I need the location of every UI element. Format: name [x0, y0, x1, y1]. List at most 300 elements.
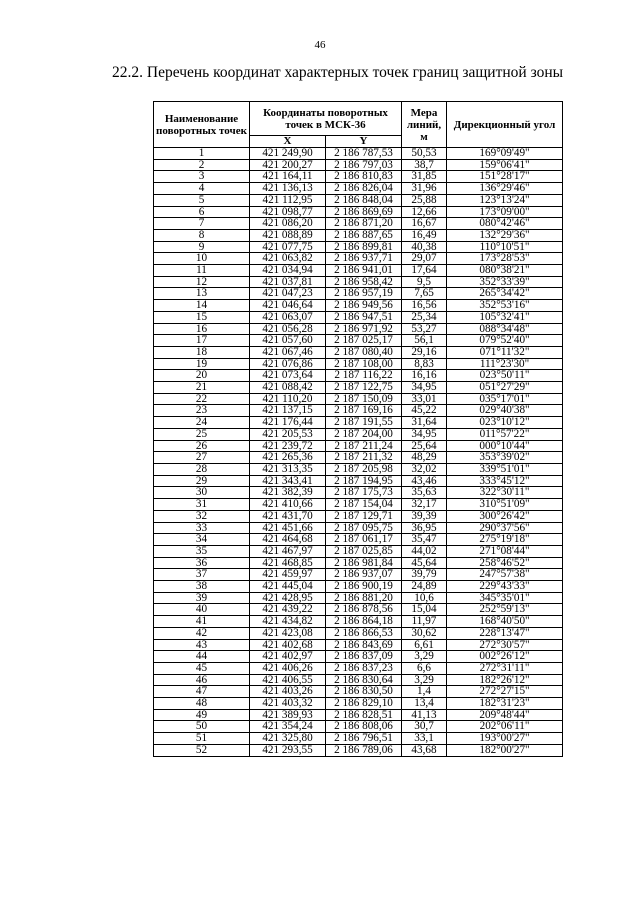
point-number-cell: 32: [154, 510, 250, 522]
y-coordinate-cell: 2 186 937,71: [326, 253, 402, 265]
table-row: [154, 346, 563, 358]
x-coordinate-cell: 421 057,60: [250, 335, 326, 347]
line-length-cell: 33,01: [402, 393, 447, 405]
table-row: [154, 744, 563, 756]
direction-angle-cell: 088°34'48": [447, 323, 563, 335]
line-length-cell: 16,56: [402, 300, 447, 312]
line-length-cell: 45,22: [402, 405, 447, 417]
y-coordinate-cell: 2 186 808,06: [326, 721, 402, 733]
line-length-cell: 7,65: [402, 288, 447, 300]
direction-angle-cell: 265°34'42": [447, 288, 563, 300]
x-coordinate-cell: 421 067,46: [250, 346, 326, 358]
direction-angle-cell: 271°08'44": [447, 545, 563, 557]
y-coordinate-cell: 2 186 837,09: [326, 651, 402, 663]
x-coordinate-cell: 421 088,42: [250, 382, 326, 394]
table-row: [154, 604, 563, 616]
x-coordinate-cell: 421 464,68: [250, 534, 326, 546]
point-number-cell: 15: [154, 311, 250, 323]
direction-angle-cell: 272°31'11": [447, 662, 563, 674]
point-number-cell: 36: [154, 557, 250, 569]
line-length-cell: 41,13: [402, 709, 447, 721]
point-number-cell: 26: [154, 440, 250, 452]
y-coordinate-cell: 2 187 154,04: [326, 499, 402, 511]
table-row: [154, 452, 563, 464]
y-coordinate-cell: 2 186 981,84: [326, 557, 402, 569]
line-length-cell: 48,29: [402, 452, 447, 464]
line-length-cell: 25,34: [402, 311, 447, 323]
table-row: [154, 686, 563, 698]
direction-angle-cell: 275°19'18": [447, 534, 563, 546]
y-coordinate-cell: 2 186 899,81: [326, 241, 402, 253]
y-coordinate-cell: 2 186 789,06: [326, 744, 402, 756]
table-row: [154, 627, 563, 639]
point-number-cell: 41: [154, 616, 250, 628]
x-coordinate-cell: 421 205,53: [250, 428, 326, 440]
point-number-cell: 21: [154, 382, 250, 394]
direction-angle-cell: 353°39'02": [447, 452, 563, 464]
line-length-cell: 9,5: [402, 276, 447, 288]
point-number-cell: 47: [154, 686, 250, 698]
y-coordinate-cell: 2 187 211,24: [326, 440, 402, 452]
direction-angle-cell: 110°10'51": [447, 241, 563, 253]
point-number-cell: 5: [154, 194, 250, 206]
header-point-name: Наименование поворотных точек: [154, 102, 250, 148]
point-number-cell: 52: [154, 744, 250, 756]
table-row: [154, 288, 563, 300]
y-coordinate-cell: 2 187 169,16: [326, 405, 402, 417]
table-row: [154, 405, 563, 417]
x-coordinate-cell: 421 056,28: [250, 323, 326, 335]
line-length-cell: 44,02: [402, 545, 447, 557]
table-row: [154, 428, 563, 440]
direction-angle-cell: 272°27'15": [447, 686, 563, 698]
table-row: [154, 709, 563, 721]
x-coordinate-cell: 421 406,55: [250, 674, 326, 686]
x-coordinate-cell: 421 445,04: [250, 581, 326, 593]
table-row: [154, 698, 563, 710]
table-row: [154, 382, 563, 394]
line-length-cell: 3,29: [402, 651, 447, 663]
line-length-cell: 40,38: [402, 241, 447, 253]
point-number-cell: 10: [154, 253, 250, 265]
y-coordinate-cell: 2 186 869,69: [326, 206, 402, 218]
line-length-cell: 31,64: [402, 417, 447, 429]
line-length-cell: 12,66: [402, 206, 447, 218]
line-length-cell: 13,4: [402, 698, 447, 710]
line-length-cell: 30,62: [402, 627, 447, 639]
point-number-cell: 17: [154, 335, 250, 347]
point-number-cell: 34: [154, 534, 250, 546]
header-direction-angle: Дирекционный угол: [447, 102, 563, 148]
table-row: [154, 674, 563, 686]
x-coordinate-cell: 421 112,95: [250, 194, 326, 206]
table-row: [154, 569, 563, 581]
x-coordinate-cell: 421 076,86: [250, 358, 326, 370]
y-coordinate-cell: 2 187 211,32: [326, 452, 402, 464]
direction-angle-cell: 228°13'47": [447, 627, 563, 639]
point-number-cell: 23: [154, 405, 250, 417]
y-coordinate-cell: 2 186 957,19: [326, 288, 402, 300]
point-number-cell: 33: [154, 522, 250, 534]
line-length-cell: 30,7: [402, 721, 447, 733]
line-length-cell: 8,83: [402, 358, 447, 370]
point-number-cell: 16: [154, 323, 250, 335]
x-coordinate-cell: 421 325,80: [250, 733, 326, 745]
x-coordinate-cell: 421 098,77: [250, 206, 326, 218]
direction-angle-cell: 182°00'27": [447, 744, 563, 756]
line-length-cell: 11,97: [402, 616, 447, 628]
y-coordinate-cell: 2 187 204,00: [326, 428, 402, 440]
table-row: [154, 148, 563, 160]
y-coordinate-cell: 2 187 025,85: [326, 545, 402, 557]
x-coordinate-cell: 421 406,26: [250, 662, 326, 674]
x-coordinate-cell: 421 402,97: [250, 651, 326, 663]
y-coordinate-cell: 2 187 025,17: [326, 335, 402, 347]
y-coordinate-cell: 2 187 108,00: [326, 358, 402, 370]
point-number-cell: 12: [154, 276, 250, 288]
table-row: [154, 253, 563, 265]
table-row: [154, 300, 563, 312]
line-length-cell: 34,95: [402, 428, 447, 440]
line-length-cell: 15,04: [402, 604, 447, 616]
point-number-cell: 30: [154, 487, 250, 499]
x-coordinate-cell: 421 110,20: [250, 393, 326, 405]
x-coordinate-cell: 421 088,89: [250, 229, 326, 241]
x-coordinate-cell: 421 077,75: [250, 241, 326, 253]
direction-angle-cell: 209°48'44": [447, 709, 563, 721]
table-row: [154, 487, 563, 499]
direction-angle-cell: 339°51'01": [447, 463, 563, 475]
point-number-cell: 22: [154, 393, 250, 405]
line-length-cell: 33,1: [402, 733, 447, 745]
y-coordinate-cell: 2 187 080,40: [326, 346, 402, 358]
y-coordinate-cell: 2 187 122,75: [326, 382, 402, 394]
y-coordinate-cell: 2 187 150,09: [326, 393, 402, 405]
page-number: 46: [314, 39, 326, 51]
line-length-cell: 50,53: [402, 148, 447, 160]
x-coordinate-cell: 421 431,70: [250, 510, 326, 522]
direction-angle-cell: 247°57'38": [447, 569, 563, 581]
point-number-cell: 39: [154, 592, 250, 604]
direction-angle-cell: 051°27'29": [447, 382, 563, 394]
line-length-cell: 6,6: [402, 662, 447, 674]
y-coordinate-cell: 2 186 830,50: [326, 686, 402, 698]
table-row: [154, 370, 563, 382]
line-length-cell: 16,67: [402, 218, 447, 230]
section-title: 22.2. Перечень координат характерных точек границ защитной зоны: [112, 64, 564, 81]
direction-angle-cell: 169°09'49": [447, 148, 563, 160]
x-coordinate-cell: 421 434,82: [250, 616, 326, 628]
table-row: [154, 557, 563, 569]
x-coordinate-cell: 421 086,20: [250, 218, 326, 230]
x-coordinate-cell: 421 293,55: [250, 744, 326, 756]
line-length-cell: 10,6: [402, 592, 447, 604]
y-coordinate-cell: 2 186 878,56: [326, 604, 402, 616]
table-row: [154, 592, 563, 604]
direction-angle-cell: 111°23'30": [447, 358, 563, 370]
line-length-cell: 29,07: [402, 253, 447, 265]
y-coordinate-cell: 2 187 129,71: [326, 510, 402, 522]
table-row: [154, 534, 563, 546]
line-length-cell: 39,39: [402, 510, 447, 522]
direction-angle-cell: 182°26'12": [447, 674, 563, 686]
direction-angle-cell: 123°13'24": [447, 194, 563, 206]
line-length-cell: 29,16: [402, 346, 447, 358]
x-coordinate-cell: 421 073,64: [250, 370, 326, 382]
point-number-cell: 18: [154, 346, 250, 358]
direction-angle-cell: 079°52'40": [447, 335, 563, 347]
table-row: [154, 241, 563, 253]
y-coordinate-cell: 2 187 205,98: [326, 463, 402, 475]
line-length-cell: 39,79: [402, 569, 447, 581]
direction-angle-cell: 193°00'27": [447, 733, 563, 745]
x-coordinate-cell: 421 063,07: [250, 311, 326, 323]
line-length-cell: 24,89: [402, 581, 447, 593]
x-coordinate-cell: 421 382,39: [250, 487, 326, 499]
direction-angle-cell: 151°28'17": [447, 171, 563, 183]
y-coordinate-cell: 2 186 971,92: [326, 323, 402, 335]
line-length-cell: 16,16: [402, 370, 447, 382]
point-number-cell: 14: [154, 300, 250, 312]
line-length-cell: 32,02: [402, 463, 447, 475]
direction-angle-cell: 252°59'13": [447, 604, 563, 616]
line-length-cell: 43,68: [402, 744, 447, 756]
x-coordinate-cell: 421 428,95: [250, 592, 326, 604]
y-coordinate-cell: 2 186 848,04: [326, 194, 402, 206]
x-coordinate-cell: 421 423,08: [250, 627, 326, 639]
y-coordinate-cell: 2 187 191,55: [326, 417, 402, 429]
line-length-cell: 38,7: [402, 159, 447, 171]
direction-angle-cell: 310°51'09": [447, 499, 563, 511]
point-number-cell: 37: [154, 569, 250, 581]
table-row: [154, 323, 563, 335]
header-line-length: Мера линий, м: [402, 102, 447, 148]
direction-angle-cell: 168°40'50": [447, 616, 563, 628]
point-number-cell: 46: [154, 674, 250, 686]
line-length-cell: 45,64: [402, 557, 447, 569]
direction-angle-cell: 011°57'22": [447, 428, 563, 440]
y-coordinate-cell: 2 186 958,42: [326, 276, 402, 288]
y-coordinate-cell: 2 186 887,65: [326, 229, 402, 241]
point-number-cell: 7: [154, 218, 250, 230]
point-number-cell: 27: [154, 452, 250, 464]
x-coordinate-cell: 421 343,41: [250, 475, 326, 487]
point-number-cell: 24: [154, 417, 250, 429]
point-number-cell: 38: [154, 581, 250, 593]
direction-angle-cell: 352°53'16": [447, 300, 563, 312]
table-row: [154, 639, 563, 651]
table-row: [154, 194, 563, 206]
direction-angle-cell: 229°43'33": [447, 581, 563, 593]
point-number-cell: 8: [154, 229, 250, 241]
point-number-cell: 11: [154, 265, 250, 277]
line-length-cell: 34,95: [402, 382, 447, 394]
y-coordinate-cell: 2 187 194,95: [326, 475, 402, 487]
direction-angle-cell: 159°06'41": [447, 159, 563, 171]
y-coordinate-cell: 2 186 796,51: [326, 733, 402, 745]
x-coordinate-cell: 421 403,26: [250, 686, 326, 698]
table-row: [154, 218, 563, 230]
x-coordinate-cell: 421 239,72: [250, 440, 326, 452]
direction-angle-cell: 105°32'41": [447, 311, 563, 323]
line-length-cell: 1,4: [402, 686, 447, 698]
table-row: [154, 510, 563, 522]
header-y: Y: [326, 136, 402, 148]
table-row: [154, 393, 563, 405]
x-coordinate-cell: 421 176,44: [250, 417, 326, 429]
x-coordinate-cell: 421 410,66: [250, 499, 326, 511]
point-number-cell: 35: [154, 545, 250, 557]
point-number-cell: 1: [154, 148, 250, 160]
line-length-cell: 56,1: [402, 335, 447, 347]
y-coordinate-cell: 2 187 175,73: [326, 487, 402, 499]
line-length-cell: 17,64: [402, 265, 447, 277]
point-number-cell: 44: [154, 651, 250, 663]
y-coordinate-cell: 2 186 941,01: [326, 265, 402, 277]
direction-angle-cell: 023°50'11": [447, 370, 563, 382]
y-coordinate-cell: 2 186 900,19: [326, 581, 402, 593]
y-coordinate-cell: 2 186 810,83: [326, 171, 402, 183]
point-number-cell: 49: [154, 709, 250, 721]
y-coordinate-cell: 2 186 937,07: [326, 569, 402, 581]
point-number-cell: 29: [154, 475, 250, 487]
table-row: [154, 335, 563, 347]
direction-angle-cell: 333°45'12": [447, 475, 563, 487]
point-number-cell: 42: [154, 627, 250, 639]
y-coordinate-cell: 2 186 797,03: [326, 159, 402, 171]
direction-angle-cell: 080°42'46": [447, 218, 563, 230]
direction-angle-cell: 352°33'39": [447, 276, 563, 288]
x-coordinate-cell: 421 164,11: [250, 171, 326, 183]
y-coordinate-cell: 2 186 787,53: [326, 148, 402, 160]
table-row: [154, 311, 563, 323]
point-number-cell: 50: [154, 721, 250, 733]
line-length-cell: 16,49: [402, 229, 447, 241]
line-length-cell: 43,46: [402, 475, 447, 487]
line-length-cell: 35,63: [402, 487, 447, 499]
direction-angle-cell: 035°17'01": [447, 393, 563, 405]
direction-angle-cell: 023°10'12": [447, 417, 563, 429]
line-length-cell: 32,17: [402, 499, 447, 511]
line-length-cell: 53,27: [402, 323, 447, 335]
line-length-cell: 3,29: [402, 674, 447, 686]
table-header: [154, 102, 563, 148]
line-length-cell: 25,64: [402, 440, 447, 452]
table-row: [154, 662, 563, 674]
x-coordinate-cell: 421 459,97: [250, 569, 326, 581]
x-coordinate-cell: 421 200,27: [250, 159, 326, 171]
line-length-cell: 25,88: [402, 194, 447, 206]
point-number-cell: 40: [154, 604, 250, 616]
point-number-cell: 48: [154, 698, 250, 710]
point-number-cell: 2: [154, 159, 250, 171]
direction-angle-cell: 002°26'12": [447, 651, 563, 663]
table-row: [154, 276, 563, 288]
direction-angle-cell: 300°26'42": [447, 510, 563, 522]
y-coordinate-cell: 2 186 826,04: [326, 183, 402, 195]
x-coordinate-cell: 421 046,64: [250, 300, 326, 312]
direction-angle-cell: 136°29'46": [447, 183, 563, 195]
table-row: [154, 229, 563, 241]
x-coordinate-cell: 421 313,35: [250, 463, 326, 475]
table-row: [154, 499, 563, 511]
direction-angle-cell: 173°28'53": [447, 253, 563, 265]
x-coordinate-cell: 421 468,85: [250, 557, 326, 569]
point-number-cell: 25: [154, 428, 250, 440]
y-coordinate-cell: 2 187 061,17: [326, 534, 402, 546]
y-coordinate-cell: 2 186 843,69: [326, 639, 402, 651]
table-row: [154, 475, 563, 487]
direction-angle-cell: 290°37'56": [447, 522, 563, 534]
direction-angle-cell: 182°31'23": [447, 698, 563, 710]
line-length-cell: 36,95: [402, 522, 447, 534]
point-number-cell: 31: [154, 499, 250, 511]
y-coordinate-cell: 2 186 947,51: [326, 311, 402, 323]
direction-angle-cell: 173°09'00": [447, 206, 563, 218]
line-length-cell: 31,96: [402, 183, 447, 195]
point-number-cell: 6: [154, 206, 250, 218]
direction-angle-cell: 071°11'32": [447, 346, 563, 358]
y-coordinate-cell: 2 186 829,10: [326, 698, 402, 710]
x-coordinate-cell: 421 403,32: [250, 698, 326, 710]
x-coordinate-cell: 421 249,90: [250, 148, 326, 160]
header-coordinates: Координаты поворотных точек в МСК-36: [250, 102, 402, 136]
y-coordinate-cell: 2 186 864,18: [326, 616, 402, 628]
x-coordinate-cell: 421 265,36: [250, 452, 326, 464]
x-coordinate-cell: 421 047,23: [250, 288, 326, 300]
table-row: [154, 463, 563, 475]
point-number-cell: 19: [154, 358, 250, 370]
direction-angle-cell: 000°10'44": [447, 440, 563, 452]
x-coordinate-cell: 421 037,81: [250, 276, 326, 288]
header-x: X: [250, 136, 326, 148]
direction-angle-cell: 029°40'38": [447, 405, 563, 417]
line-length-cell: 31,85: [402, 171, 447, 183]
line-length-cell: 6,61: [402, 639, 447, 651]
y-coordinate-cell: 2 186 837,23: [326, 662, 402, 674]
x-coordinate-cell: 421 439,22: [250, 604, 326, 616]
table-row: [154, 358, 563, 370]
x-coordinate-cell: 421 354,24: [250, 721, 326, 733]
table-row: [154, 522, 563, 534]
table-row: [154, 733, 563, 745]
point-number-cell: 51: [154, 733, 250, 745]
x-coordinate-cell: 421 402,68: [250, 639, 326, 651]
y-coordinate-cell: 2 186 828,51: [326, 709, 402, 721]
y-coordinate-cell: 2 186 871,20: [326, 218, 402, 230]
direction-angle-cell: 202°06'11": [447, 721, 563, 733]
table-row: [154, 206, 563, 218]
table-body: [154, 148, 563, 757]
x-coordinate-cell: 421 137,15: [250, 405, 326, 417]
x-coordinate-cell: 421 467,97: [250, 545, 326, 557]
y-coordinate-cell: 2 186 949,56: [326, 300, 402, 312]
table-row: [154, 651, 563, 663]
point-number-cell: 45: [154, 662, 250, 674]
direction-angle-cell: 132°29'36": [447, 229, 563, 241]
y-coordinate-cell: 2 186 881,20: [326, 592, 402, 604]
line-length-cell: 35,47: [402, 534, 447, 546]
direction-angle-cell: 258°46'52": [447, 557, 563, 569]
table-row: [154, 721, 563, 733]
table-row: [154, 159, 563, 171]
point-number-cell: 13: [154, 288, 250, 300]
direction-angle-cell: 322°30'11": [447, 487, 563, 499]
point-number-cell: 28: [154, 463, 250, 475]
table-row: [154, 440, 563, 452]
y-coordinate-cell: 2 187 095,75: [326, 522, 402, 534]
point-number-cell: 43: [154, 639, 250, 651]
